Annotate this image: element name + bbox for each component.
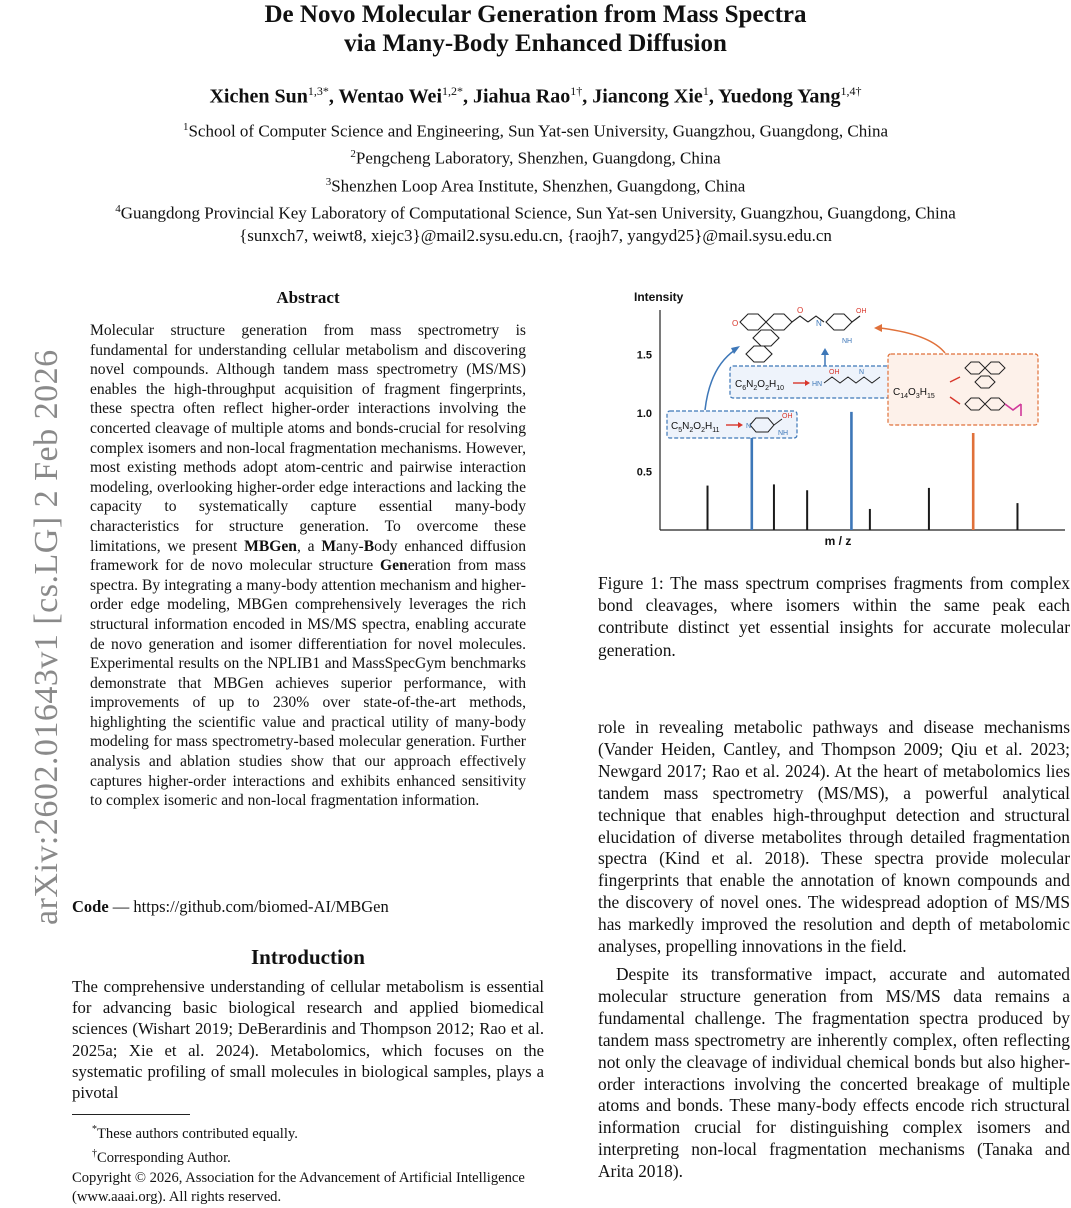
footnote-rule [72, 1114, 190, 1115]
author-name: Yuedong Yang [718, 85, 841, 108]
code-link-line [72, 897, 389, 917]
atom-oh-label: OH [856, 308, 867, 315]
abstract-bold-letter: M [321, 537, 337, 555]
y-ticks [637, 350, 652, 479]
affiliation [0, 116, 1071, 143]
introduction-left-text: The comprehensive understanding of cellular metabolism is essential for advancing basic biological research and applied biomedical sciences (Wishart 2019; DeBerardinis and Thompson 2012; Rao et al. 2025a; Xie et al. 2024). Metabolomics, which focuses on the systematic profiling of small molecules in biological samples, plays a pivotal [72, 977, 544, 1103]
bond-line [792, 316, 808, 322]
y-tick-label: 1.0 [636, 408, 652, 421]
affiliation-sup: 1 [182, 121, 189, 133]
affiliation [0, 143, 1071, 170]
abstract-text: Molecular structure generation from mass spectrometry is fundamental for understanding cellular metabolism and discovering novel compounds. Although tandem mass spectrometry (MS/MS) enables the high-throughput acquisition of fragment fingerprints, these spectra often reflect higher-order interactions involving the concerted cleavage of multiple atoms and bonds-crucial for resolving complex isomers and non-local fragmentation mechanisms. However, most existing methods adopt atom-centric and pairwise interaction modeling, overlooking higher-order edge interactions and lacking the capacity to systematically capture essential many-body characteristics for structure generation. To overcome these limitations, we present [90, 322, 526, 555]
affiliation [0, 171, 1071, 198]
atom-nh-label: NH [842, 338, 853, 345]
author-list: Xichen Sun$^{1,3*}$, Wentao Wei$^{1,2*}$, Jiahua Rao$^{1\dagger}$, Jiancong Xie$^1$, Yuedong Yang$^{1,4\dagger}$ [209, 84, 862, 108]
y-tick-label: 1.5 [636, 349, 652, 362]
code-url-link[interactable]: https://github.com/biomed-AI/MBGen [133, 897, 389, 916]
abstract-body [90, 321, 526, 811]
arxiv-id: arXiv:2602.01643v1 [cs.LG] 2 Feb 2026 [28, 349, 65, 925]
ring-icon [746, 346, 772, 362]
emails[interactable]: {sunxch7, weiwt8, xiejc3}@mail2.sysu.edu.cn, {raojh7, yangyd25}@mail.sysu.edu.cn [239, 226, 832, 245]
affiliation-text: School of Computer Science and Engineering, Sun Yat-sen University, Guangzhou, Guangdong, China [188, 121, 889, 141]
affiliation-sup: 3 [325, 175, 332, 188]
y-tick-label: 0.5 [636, 466, 652, 479]
footnote [72, 1120, 544, 1144]
arrowhead-icon [821, 348, 829, 355]
atom-o-label: O [732, 319, 739, 328]
arxiv-stamp [8, 255, 65, 935]
copyright: Copyright © 2026, Association for the Advancement of Artificial Intelligence (www.aaai.org). All rights reserved. [72, 1169, 525, 1206]
x-axis-label: m / z [824, 534, 852, 548]
atom-n-label: N [746, 423, 752, 430]
author-sup: 1† [570, 84, 583, 98]
author-sup: 1 [702, 84, 709, 98]
affiliation-text: Pengcheng Laboratory, Shenzhen, Guangdong, China [355, 148, 721, 168]
atom-hn-label: HN [812, 381, 823, 388]
footnote [72, 1144, 544, 1168]
atom-oh-label: OH [782, 413, 793, 420]
code-dash: — [108, 897, 134, 916]
ring-icon [753, 330, 779, 346]
mass-spectrum-chart [610, 282, 1071, 560]
affiliation-text: Guangdong Provincial Key Laboratory of Computational Science, Sun Yat-sen University, Guangzhou, Guangdong, China [120, 203, 956, 223]
author-sup: 1,4† [840, 84, 862, 98]
fragment-box-2 [730, 366, 890, 398]
ring-icon [826, 314, 852, 330]
fragment-formula-2: $C_6N_2O_2H_{10}$ [735, 379, 784, 392]
ring-icon [766, 314, 792, 330]
title-line-2: via Many-Body Enhanced Diffusion [344, 30, 727, 57]
affiliation-sup: 2 [350, 148, 356, 161]
fragment-formula-1: $C_5N_2O_2H_{11}$ [671, 421, 720, 434]
abstract-text: ody enhanced diffusion framework for de novo molecular structure [90, 537, 526, 575]
author-sup: 1,3* [307, 84, 329, 98]
fragment-box-3 [888, 354, 1038, 425]
atom-o-label: O [797, 306, 804, 315]
abstract-bold-letter: B [363, 537, 375, 555]
author-name: Xichen Sun [209, 85, 308, 108]
abstract-heading: Abstract [276, 288, 340, 307]
footnote-text: Corresponding Author. [97, 1150, 231, 1167]
atom-n-label: N [859, 369, 865, 376]
affiliation-text: Shenzhen Loop Area Institute, Shenzhen, Guangdong, China [331, 176, 746, 196]
fragment-formula-3: $C_{14}O_3H_{15}$ [893, 387, 935, 400]
figure-1 [610, 282, 1071, 560]
footnote-mark: † [92, 1148, 97, 1160]
figure-caption: Figure 1: The mass spectrum comprises fragments from complex bond cleavages, where isomers within the same peak each contribute distinct yet essential insights for accurate molecular generation. [598, 573, 1070, 660]
introduction-heading: Introduction [251, 945, 365, 969]
fragment-box-2-frame [730, 366, 890, 398]
paper-title [0, 0, 1071, 58]
abstract-text: eration from mass spectra. By integrating a many-body attention mechanism and higher-order edge modeling, MBGen comprehensively leverages the rich structural information encoded in MS/MS spectra, enabling accurate de novo generation and isomer differentiation for novel molecules. Experimental results on the NPLIB1 and MassSpecGym benchmarks demonstrate that MBGen achieves superior performance, with improvements of up to 230% over state-of-the-art methods, highlighting the scientific value and practical utility of many-body modeling for mass spectrometry-based molecular generation. Further analysis and ablation studies show that our approach effectively captures higher-order interactions and exhibits enhanced sensitivity to complex isomeric and non-local fragmentation information. [90, 557, 526, 810]
footnote-text: These authors contributed equally. [97, 1125, 298, 1142]
abstract-bold-letter: Gen [379, 557, 408, 575]
atom-oh-label: OH [829, 369, 840, 376]
abstract-text: , a [296, 537, 322, 555]
affiliation [0, 198, 1071, 225]
parent-molecule [732, 306, 867, 362]
fragment-box-1 [667, 411, 797, 438]
atom-n-label: N [816, 319, 822, 328]
curved-arrow-icon [880, 328, 945, 353]
footnotes [72, 1120, 544, 1208]
y-axis-label: Intensity [634, 290, 684, 304]
abstract-mbgen: MBGen [244, 537, 297, 555]
paragraph: role in revealing metabolic pathways and disease mechanisms (Vander Heiden, Cantley, and Thompson 2009; Qiu et al. 2023; Newgard 2017; Rao et al. 2024). At the heart of metabolomics lies tandem mass spectrometry (MS/MS), a powerful analytical technique that enables high-throughput detection and structural elucidation of diverse metabolites through detailed fragmentation spectra (Kind et al. 2018). These spectra provide molecular fingerprints that enable the annotation of known compounds and the discovery of novel ones. The widespread adoption of MS/MS has markedly improved the resolution and depth of metabolomic analyses, propelling innovations in the field. [598, 717, 1070, 957]
abstract-text: any- [336, 537, 364, 555]
author-name: Jiahua Rao [473, 85, 571, 108]
atom-nh-label: NH [778, 430, 789, 437]
introduction-right-text [598, 717, 1070, 1183]
footnote-mark: * [92, 1124, 97, 1135]
affiliations [0, 116, 1071, 248]
paragraph: Despite its transformative impact, accurate and automated molecular structure generation from MS/MS data remains a fundamental challenge. The fragmentation spectra produced by tandem mass spectrometry are inherently complex, often reflecting not only the cleavage of individual chemical bonds but also higher-order interactions involving the concerted breakage of multiple atoms and bonds. These many-body effects encode rich structural information crucial for distinguishing complex isomers and interpreting non-local fragmentation mechanisms (Tanaka and Arita 2018). [598, 963, 1070, 1182]
code-label: Code [72, 897, 109, 916]
affiliation-sup: 4 [115, 202, 121, 215]
author-name: Jiancong Xie [592, 85, 703, 108]
bond-line [852, 316, 860, 322]
author-name: Wentao Wei [338, 85, 442, 108]
author-sup: 1,2* [442, 84, 463, 98]
ring-icon [740, 314, 766, 330]
arrowhead-icon [874, 324, 882, 332]
title-line-1: De Novo Molecular Generation from Mass Spectra [264, 1, 807, 28]
